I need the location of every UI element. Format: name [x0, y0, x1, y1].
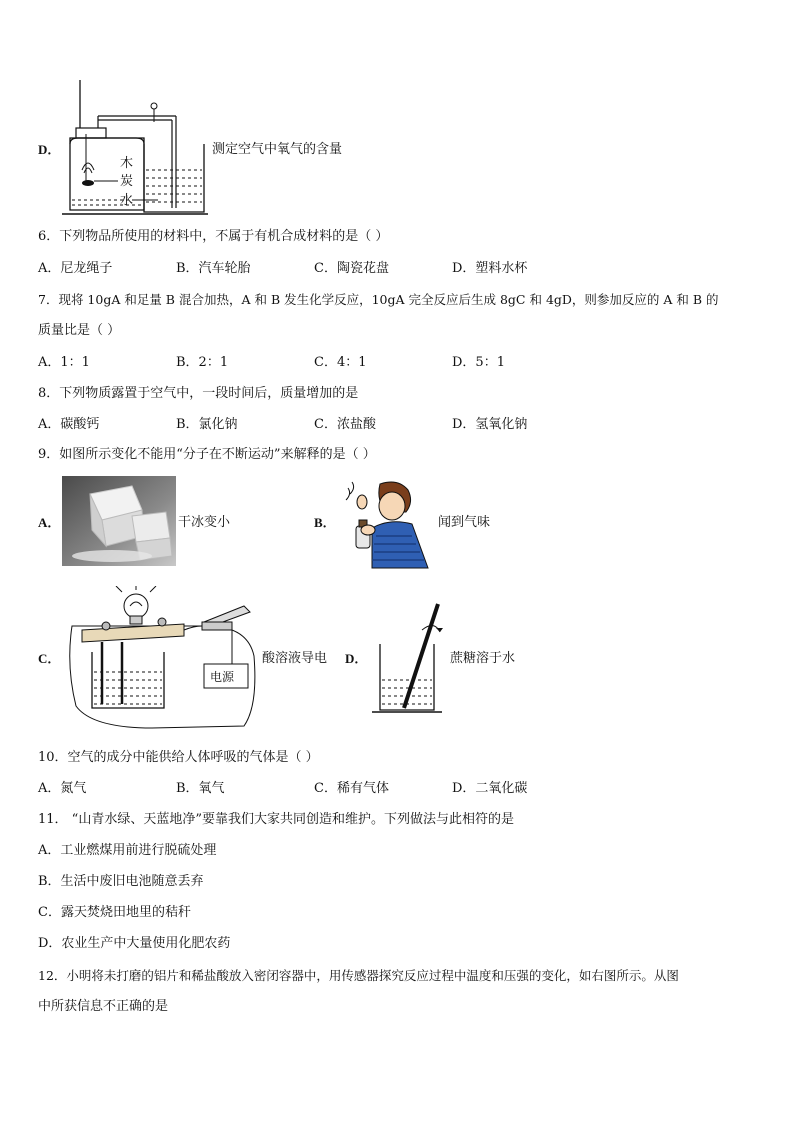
- q9-option-a-letter: A．: [38, 515, 61, 530]
- q6-option-d: D．塑料水杯: [452, 261, 528, 276]
- q7-stem-line1: 7．现将 10gA 和足量 B 混合加热，A 和 B 发生化学反应，10gA 完全反应后生成 8gC 和 4gD，则参加反应的 A 和 B 的: [38, 292, 719, 307]
- power-supply-label: 电源: [210, 670, 235, 684]
- q9-option-a-caption: 干冰变小: [178, 515, 231, 530]
- sugar-dissolving-diagram: [370, 600, 448, 716]
- q11-option-b: B．生活中废旧电池随意丢弃: [38, 874, 204, 889]
- conductivity-apparatus-diagram: [62, 586, 262, 732]
- q9-option-d-letter: D．: [345, 651, 368, 666]
- q11-option-c: C．露天焚烧田地里的秸秆: [38, 905, 191, 920]
- q11-stem: 11． “山青水绿、天蓝地净”要靠我们大家共同创造和维护。下列做法与此相符的是: [38, 812, 514, 827]
- q8-stem: 8．下列物质露置于空气中，一段时间后，质量增加的是: [38, 386, 359, 401]
- q7-option-c: C．4：1: [314, 355, 367, 370]
- q11-option-a: A．工业燃煤用前进行脱硫处理: [38, 843, 217, 858]
- q8-option-b: B．氯化钠: [176, 417, 238, 432]
- label-charcoal-1: 木: [120, 156, 134, 171]
- q9-option-b-letter: B．: [314, 515, 336, 530]
- q10-option-c: C．稀有气体: [314, 781, 389, 796]
- q5-option-d-letter: D．: [38, 142, 61, 157]
- q7-option-a: A．1：1: [38, 355, 90, 370]
- q6-stem: 6．下列物品所使用的材料中，不属于有机合成材料的是（ ）: [38, 229, 389, 244]
- q8-option-c: C．浓盐酸: [314, 417, 376, 432]
- q12-stem-line2: 中所获信息不正确的是: [38, 999, 169, 1014]
- dry-ice-photo: [62, 476, 176, 566]
- q8-option-d: D．氢氧化钠: [452, 417, 528, 432]
- q8-option-a: A．碳酸钙: [38, 417, 100, 432]
- q7-option-d: D．5：1: [452, 355, 505, 370]
- q6-option-b: B．汽车轮胎: [176, 261, 251, 276]
- q9-option-b-caption: 闻到气味: [438, 515, 491, 530]
- q7-option-b: B．2：1: [176, 355, 229, 370]
- q6-option-c: C．陶瓷花盘: [314, 261, 389, 276]
- label-water: 水: [120, 193, 134, 208]
- q10-option-d: D．二氧化碳: [452, 781, 528, 796]
- q10-stem: 10．空气的成分中能供给人体呼吸的气体是（ ）: [38, 750, 319, 765]
- q6-option-a: A．尼龙绳子: [38, 261, 113, 276]
- label-charcoal-2: 炭: [120, 174, 134, 189]
- q9-option-c-letter: C．: [38, 651, 61, 666]
- q12-stem-line1: 12．小明将未打磨的铝片和稀盐酸放入密闭容器中，用传感器探究反应过程中温度和压强的变化，如右图所示。从图: [38, 968, 679, 983]
- q10-option-b: B．氧气: [176, 781, 225, 796]
- q9-option-d-caption: 蔗糖溶于水: [450, 651, 516, 666]
- q10-option-a: A．氮气: [38, 781, 87, 796]
- q5-option-d-caption: 测定空气中氧气的含量: [212, 142, 343, 157]
- q11-option-d: D．农业生产中大量使用化肥农药: [38, 936, 231, 951]
- q9-option-c-caption: 酸溶液导电: [262, 651, 328, 666]
- q9-stem: 9．如图所示变化不能用“分子在不断运动”来解释的是（ ）: [38, 447, 376, 462]
- oxygen-measurement-apparatus-diagram: [58, 78, 210, 216]
- person-smelling-illustration: [342, 478, 432, 570]
- q7-stem-line2: 质量比是（ ）: [38, 323, 121, 338]
